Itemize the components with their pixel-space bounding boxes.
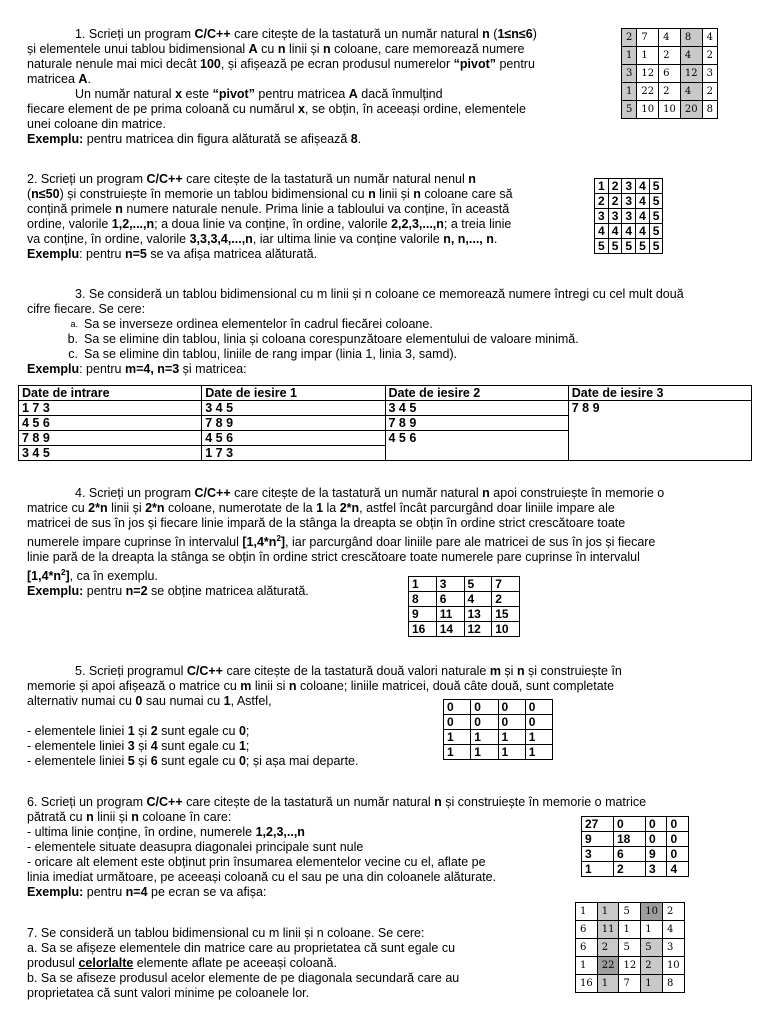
matrix-cell: 22: [597, 957, 619, 975]
matrix-cell: 6: [576, 939, 598, 957]
matrix-cell: 1: [597, 975, 619, 993]
matrix-cell: 10: [641, 903, 663, 921]
table-cell: 1 7 3: [19, 401, 202, 416]
p1-line-6: fiecare element de pe prima coloană cu numărul x, se obțin, în aceeași ordine, elementele: [27, 102, 526, 116]
matrix-cell: 15: [492, 607, 520, 622]
p7-line-4: b. Sa se afiseze produsul acelor elemente de pe diagonala secundară care au: [27, 971, 460, 985]
matrix-cell: 1: [471, 730, 498, 745]
matrix-cell: 5: [608, 239, 622, 254]
matrix-cell: 0: [444, 715, 471, 730]
p1-matrix: [621, 28, 718, 119]
p6-line-3: - ultima linie conține, în ordine, numerele 1,2,3,..,n: [27, 825, 305, 839]
matrix-cell: 3: [645, 862, 667, 877]
p6-line-1: 6. Scrieți un program C/C++ care citește de la tastatură un număr natural n și construiește în memorie o matrice: [27, 795, 647, 809]
matrix-cell: 11: [436, 607, 464, 622]
matrix-cell: 16: [409, 622, 437, 637]
p2-line-2: (n≤50) și construiește în memorie un tablou bidimensional cu n linii și n coloane care să: [27, 187, 513, 201]
matrix-cell: 3: [622, 209, 636, 224]
matrix-cell: 5: [619, 903, 641, 921]
p6-line-2: pătrată cu n linii și n coloane în care:: [27, 810, 232, 824]
matrix-cell: 12: [680, 65, 702, 83]
matrix-cell: 5: [622, 101, 637, 119]
p6-line-6: linia imediat următoare, pe aceeași coloană cu el sau pe una din coloanele alăturate.: [27, 870, 497, 884]
matrix-cell: 2: [492, 592, 520, 607]
matrix-cell: 5: [622, 239, 636, 254]
p5-bullet-3: - elementele liniei 5 și 6 sunt egale cu 0; și așa mai departe.: [27, 754, 359, 768]
matrix-cell: 4: [702, 29, 717, 47]
matrix-cell: 1: [595, 179, 609, 194]
matrix-cell: 8: [662, 975, 684, 993]
matrix-cell: 27: [582, 817, 614, 832]
p2-line-4: ordine, valorile 1,2,...,n; a doua linie va conține, în ordine, valorile 2,2,3,...,n; a treia linie: [27, 217, 512, 231]
p2-matrix: [594, 178, 663, 254]
p4-line-2: matrice cu 2*n linii și 2*n coloane, numerotate de la 1 la 2*n, astfel încât parcurgând doar liniile impare ale: [27, 501, 615, 515]
p3-example: Exemplu: pentru m=4, n=3 și matricea:: [27, 362, 247, 376]
matrix-cell: 3: [622, 194, 636, 209]
matrix-cell: 1: [576, 957, 598, 975]
p1-line-7: unei coloane din matrice.: [27, 117, 166, 131]
p3-table: [18, 385, 752, 461]
p7-matrix: [575, 902, 685, 993]
list-item: a. Sa se inverseze ordinea elementelor în cadrul fiecărei coloane.: [70, 317, 433, 331]
matrix-cell: 5: [641, 939, 663, 957]
matrix-cell: 1: [525, 730, 552, 745]
matrix-cell: 20: [680, 101, 702, 119]
p4-line-6: $[1,4*n^2]$, ca în exemplu.: [27, 568, 158, 584]
matrix-cell: 1: [525, 745, 552, 760]
matrix-cell: 3: [622, 179, 636, 194]
problem-7: [27, 926, 572, 1001]
matrix-cell: 6: [613, 847, 645, 862]
matrix-cell: 7: [619, 975, 641, 993]
list-item: c. Sa se elimine din tablou, liniile de rang impar (linia 1, linia 3, samd).: [68, 347, 458, 361]
table-header: Date de intrare: [19, 386, 202, 401]
matrix-cell: 8: [702, 101, 717, 119]
matrix-cell: 3: [622, 65, 637, 83]
problem-4: [27, 486, 752, 599]
matrix-cell: 4: [636, 179, 650, 194]
p6-line-7: Exemplu: pentru n=4 pe ecran se va afișa:: [27, 885, 267, 899]
p2-line-6: Exemplu: pentru n=5 se va afișa matricea alăturată.: [27, 247, 318, 261]
matrix-cell: 5: [464, 577, 492, 592]
matrix-cell: 1: [582, 862, 614, 877]
matrix-cell: 4: [667, 862, 689, 877]
matrix-cell: 0: [667, 847, 689, 862]
matrix-cell: 4: [636, 209, 650, 224]
p7-line-5: proprietatea că sunt valori minime pe coloanele lor.: [27, 986, 310, 1000]
matrix-cell: 3: [582, 847, 614, 862]
matrix-cell: 0: [498, 700, 525, 715]
p1-line-1: 1. Scrieți un program C/C++ care citește de la tastatură un număr natural n (1≤n≤6): [75, 27, 537, 41]
p1-line-8: Exemplu: pentru matricea din figura alăturată se afișează 8.: [27, 132, 362, 146]
matrix-cell: 22: [637, 83, 659, 101]
p6-line-5: - oricare alt element este obținut prin însumarea elementelor vecine cu el, aflate pe: [27, 855, 486, 869]
matrix-cell: 1: [576, 903, 598, 921]
problem-5: [27, 664, 752, 769]
matrix-cell: 1: [637, 47, 659, 65]
matrix-cell: 8: [409, 592, 437, 607]
matrix-cell: 2: [608, 179, 622, 194]
p1-line-3: naturale nenule mai mici decât 100, și afișează pe ecran produsul numerelor “pivot” pentru: [27, 57, 535, 71]
problem-3: [27, 287, 752, 377]
matrix-cell: 5: [649, 194, 663, 209]
matrix-cell: 1: [641, 975, 663, 993]
matrix-cell: 1: [409, 577, 437, 592]
matrix-cell: 4: [662, 921, 684, 939]
matrix-cell: 1: [641, 921, 663, 939]
table-cell: 4 5 6: [19, 416, 202, 431]
p4-line-3: matricei de sus în jos și fiecare linie impară de la stânga la dreapta se obțin în ordine strict crescătoare toate: [27, 516, 626, 530]
p7-line-3: produsul celorlalte elemente aflate pe aceeași coloană.: [27, 956, 337, 970]
p5-matrix: [443, 699, 553, 760]
matrix-cell: 4: [680, 83, 702, 101]
matrix-cell: 1: [444, 730, 471, 745]
p7-line-2: a. Sa se afișeze elementele din matrice care au proprietatea că sunt egale cu: [27, 941, 456, 955]
table-cell: 3 4 5: [19, 446, 202, 461]
matrix-cell: 11: [597, 921, 619, 939]
table-cell: 7 8 9: [568, 401, 751, 461]
matrix-cell: 4: [464, 592, 492, 607]
matrix-cell: 12: [637, 65, 659, 83]
matrix-cell: 10: [637, 101, 659, 119]
table-header: Date de iesire 3: [568, 386, 751, 401]
table-header: Date de iesire 2: [385, 386, 568, 401]
matrix-cell: 0: [471, 700, 498, 715]
matrix-cell: 1: [498, 730, 525, 745]
matrix-cell: 9: [409, 607, 437, 622]
matrix-cell: 5: [649, 239, 663, 254]
matrix-cell: 6: [576, 921, 598, 939]
p5-bullet-2: - elementele liniei 3 și 4 sunt egale cu 1;: [27, 739, 250, 753]
matrix-cell: 3: [608, 209, 622, 224]
table-cell: 3 4 5: [202, 401, 385, 416]
matrix-cell: 2: [659, 47, 681, 65]
matrix-cell: 2: [662, 903, 684, 921]
table-cell: 3 4 5: [385, 401, 568, 416]
matrix-cell: 3: [436, 577, 464, 592]
p2-line-5: va conține, în ordine, valorile 3,3,3,4,...,n, iar ultima linie va conține valorile n, n,..., n.: [27, 232, 498, 246]
matrix-cell: 8: [680, 29, 702, 47]
matrix-cell: 0: [667, 817, 689, 832]
matrix-cell: 4: [595, 224, 609, 239]
p2-line-3: conțină primele n numere naturale nenule. Prima linie a tabloului va conține, în această: [27, 202, 510, 216]
matrix-cell: 1: [622, 83, 637, 101]
matrix-cell: 1: [619, 921, 641, 939]
p1-line-2: și elementele unui tablou bidimensional A cu n linii și n coloane, care memorează numere: [27, 42, 525, 56]
matrix-cell: 6: [436, 592, 464, 607]
p4-line-5: linie pară de la dreapta la stânga se obțin în ordine strict crescătoare toate numerele pare cuprinse în intervalul: [27, 550, 640, 565]
matrix-cell: 9: [582, 832, 614, 847]
table-cell: 4 5 6: [385, 431, 568, 461]
matrix-cell: 4: [636, 194, 650, 209]
problem-1: [27, 27, 612, 147]
matrix-cell: 2: [702, 83, 717, 101]
matrix-cell: 1: [471, 745, 498, 760]
table-cell: 7 8 9: [385, 416, 568, 431]
matrix-cell: 5: [619, 939, 641, 957]
matrix-cell: 4: [659, 29, 681, 47]
matrix-cell: 0: [525, 715, 552, 730]
p5-line-2: memorie și apoi afișează o matrice cu m linii si n coloane; liniile matricei, două câte două, sunt completate: [27, 679, 615, 693]
matrix-cell: 1: [597, 903, 619, 921]
matrix-cell: 14: [436, 622, 464, 637]
matrix-cell: 5: [649, 179, 663, 194]
p6-line-4: - elementele situate deasupra diagonalei principale sunt nule: [27, 840, 364, 854]
matrix-cell: 3: [662, 939, 684, 957]
matrix-cell: 5: [649, 209, 663, 224]
matrix-cell: 0: [645, 817, 667, 832]
matrix-cell: 2: [597, 939, 619, 957]
matrix-cell: 2: [608, 194, 622, 209]
matrix-cell: 13: [464, 607, 492, 622]
p3-requirements: [27, 317, 752, 362]
matrix-cell: 4: [680, 47, 702, 65]
matrix-cell: 0: [613, 817, 645, 832]
matrix-cell: 0: [645, 832, 667, 847]
matrix-cell: 10: [662, 957, 684, 975]
matrix-cell: 0: [471, 715, 498, 730]
table-cell: 4 5 6: [202, 431, 385, 446]
p3-line-2: cifre fiecare. Se cere:: [27, 302, 146, 316]
problem-2: [27, 172, 597, 262]
p3-line-1: 3. Se consideră un tablou bidimensional cu m linii și n coloane ce memorează numere întregi cu cel mult două: [75, 287, 684, 301]
matrix-cell: 2: [595, 194, 609, 209]
p5-line-1: 5. Scrieți programul C/C++ care citește de la tastatură două valori naturale m și n și construiește în: [75, 664, 622, 678]
table-cell: 7 8 9: [19, 431, 202, 446]
matrix-cell: 3: [595, 209, 609, 224]
table-cell: 7 8 9: [202, 416, 385, 431]
matrix-cell: 2: [641, 957, 663, 975]
p7-line-1: 7. Se consideră un tablou bidimensional cu m linii și n coloane. Se cere:: [27, 926, 425, 940]
p1-line-5: Un număr natural x este “pivot” pentru matricea A dacă înmulțind: [75, 87, 443, 101]
matrix-cell: 4: [636, 224, 650, 239]
matrix-cell: 1: [444, 745, 471, 760]
matrix-cell: 10: [492, 622, 520, 637]
p4-line-1: 4. Scrieți un program C/C++ care citește de la tastatură un număr natural n apoi construiește în memorie o: [75, 486, 665, 500]
p4-line-4: numerele impare cuprinse în intervalul $[1,4*n^2]$, iar parcurgând doar liniile pare ale matricei de sus în jos și fiecare: [27, 534, 656, 550]
matrix-cell: 18: [613, 832, 645, 847]
matrix-cell: 7: [492, 577, 520, 592]
p1-line-4: matricea A.: [27, 72, 91, 86]
matrix-cell: 5: [595, 239, 609, 254]
matrix-cell: 1: [498, 745, 525, 760]
matrix-cell: 7: [637, 29, 659, 47]
matrix-cell: 0: [498, 715, 525, 730]
matrix-cell: 2: [622, 29, 637, 47]
p4-line-7: Exemplu: pentru n=2 se obține matricea alăturată.: [27, 584, 309, 599]
matrix-cell: 5: [636, 239, 650, 254]
matrix-cell: 0: [667, 832, 689, 847]
matrix-cell: 2: [613, 862, 645, 877]
p6-matrix: [581, 816, 689, 877]
matrix-cell: 2: [659, 83, 681, 101]
p5-bullet-1: - elementele liniei 1 și 2 sunt egale cu 0;: [27, 724, 250, 738]
matrix-cell: 2: [702, 47, 717, 65]
matrix-cell: 16: [576, 975, 598, 993]
matrix-cell: 10: [659, 101, 681, 119]
matrix-cell: 5: [649, 224, 663, 239]
matrix-cell: 6: [659, 65, 681, 83]
table-header: Date de iesire 1: [202, 386, 385, 401]
matrix-cell: 3: [702, 65, 717, 83]
table-cell: 1 7 3: [202, 446, 385, 461]
matrix-cell: 12: [464, 622, 492, 637]
list-item: b. Sa se elimine din tablou, linia și coloana corespunzătoare elementului de valoare minimă.: [67, 332, 579, 346]
matrix-cell: 4: [608, 224, 622, 239]
matrix-cell: 4: [622, 224, 636, 239]
p2-line-1: 2. Scrieți un program C/C++ care citește de la tastatură un număr natural nenul n: [27, 172, 476, 186]
matrix-cell: 9: [645, 847, 667, 862]
matrix-cell: 0: [444, 700, 471, 715]
p5-line-3: alternativ numai cu 0 sau numai cu 1, Astfel,: [27, 694, 272, 708]
matrix-cell: 0: [525, 700, 552, 715]
matrix-cell: 1: [622, 47, 637, 65]
matrix-cell: 12: [619, 957, 641, 975]
p4-matrix: [408, 576, 520, 637]
